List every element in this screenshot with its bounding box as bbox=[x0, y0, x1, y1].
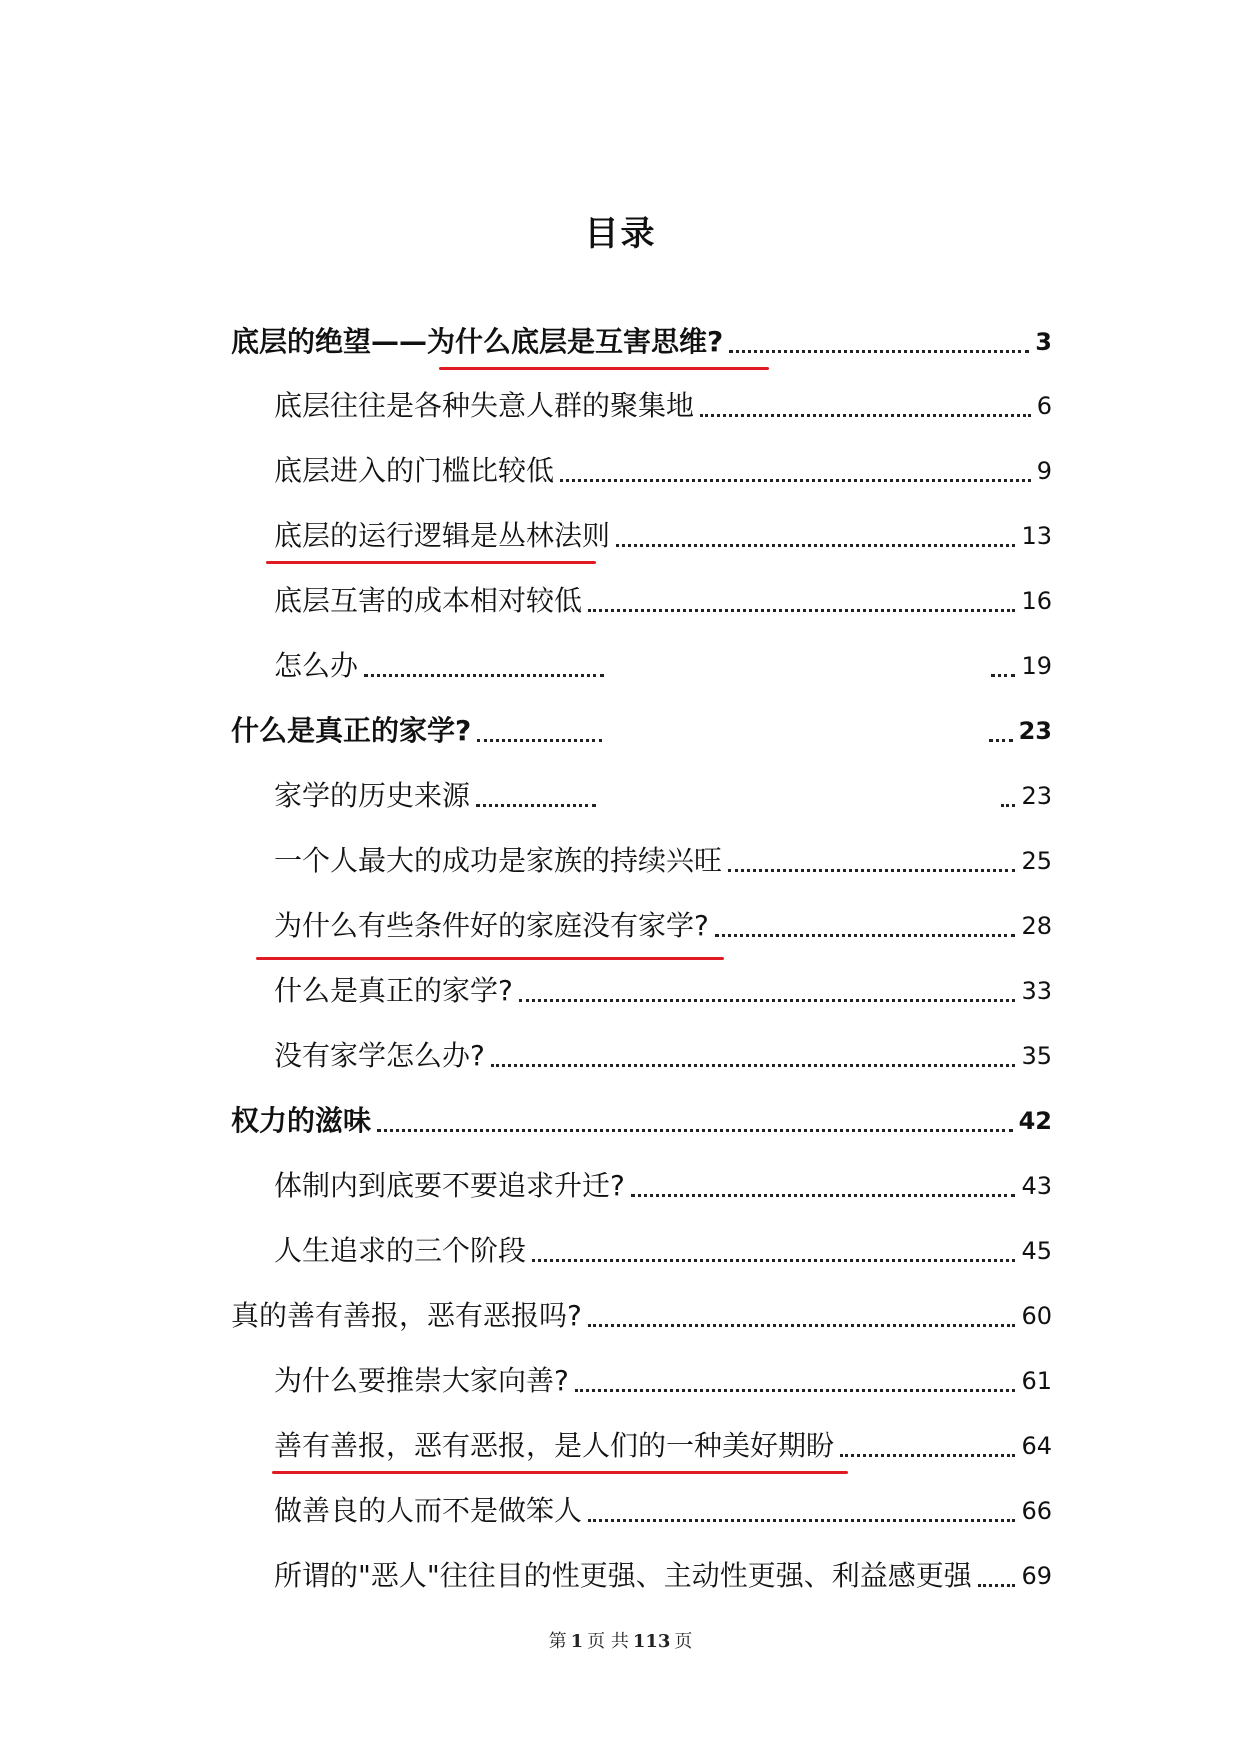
dot-leader bbox=[476, 804, 1015, 807]
footer-current-page: 1 bbox=[570, 1631, 584, 1652]
toc-entry-title: 什么是真正的家学? bbox=[274, 974, 513, 1007]
dot-leader bbox=[491, 1064, 1016, 1067]
toc-page-number: 64 bbox=[1021, 1432, 1052, 1460]
toc-entry-text: 底层的绝望——为什么底层是互害思维? bbox=[231, 325, 724, 358]
toc-entry-text: 底层的运行逻辑是丛林法则 bbox=[274, 519, 611, 552]
toc-entry[interactable] bbox=[231, 707, 1052, 751]
toc-page-number: 19 bbox=[1021, 652, 1052, 680]
toc-entry[interactable] bbox=[274, 1422, 1052, 1466]
dot-leader bbox=[575, 1389, 1016, 1392]
toc-entry[interactable] bbox=[274, 382, 1052, 426]
toc-page-number: 35 bbox=[1021, 1042, 1052, 1070]
dot-leader bbox=[729, 350, 1029, 353]
toc-entry-title: 做善良的人而不是做笨人 bbox=[274, 1494, 583, 1527]
dot-leader bbox=[588, 1324, 1016, 1327]
toc-page-number: 42 bbox=[1018, 1107, 1052, 1135]
toc-page-number: 23 bbox=[1021, 782, 1052, 810]
page-title: 目录 bbox=[584, 214, 657, 254]
red-underline-annotation bbox=[266, 561, 596, 564]
toc-entry-title bbox=[274, 1426, 834, 1466]
toc-entry-title bbox=[274, 906, 709, 946]
toc-entry-text: 为什么有些条件好的家庭没有家学? bbox=[274, 909, 709, 942]
toc-entry-title: 什么是真正的家学? bbox=[231, 714, 472, 747]
toc-entry-text: 善有善报，恶有恶报，是人们的一种美好期盼 bbox=[274, 1429, 835, 1462]
toc-entry-title: 家学的历史来源 bbox=[274, 779, 471, 812]
toc-page-number: 9 bbox=[1036, 457, 1052, 485]
toc-page-number: 16 bbox=[1021, 587, 1052, 615]
dot-leader bbox=[588, 1519, 1015, 1522]
dot-leader bbox=[631, 1194, 1016, 1197]
toc-page-number: 43 bbox=[1021, 1172, 1052, 1200]
toc-page-number: 33 bbox=[1021, 977, 1052, 1005]
toc-entry-title: 所谓的"恶人"往往目的性更强、主动性更强、利益感更强 bbox=[274, 1559, 972, 1592]
toc-entry[interactable] bbox=[274, 967, 1052, 1011]
toc-page-number: 60 bbox=[1021, 1302, 1052, 1330]
red-underline-annotation bbox=[272, 1471, 848, 1474]
footer-suffix: 页 bbox=[674, 1631, 693, 1652]
toc-entry[interactable] bbox=[274, 512, 1052, 556]
toc-entry-title: 权力的滋味 bbox=[231, 1104, 372, 1137]
toc-entry-title: 一个人最大的成功是家族的持续兴旺 bbox=[274, 844, 723, 877]
toc-page-number: 23 bbox=[1018, 717, 1052, 745]
dot-leader bbox=[519, 999, 1016, 1002]
dot-leader bbox=[588, 609, 1015, 612]
footer-prefix: 第 bbox=[548, 1631, 567, 1652]
footer-mid: 页 共 bbox=[587, 1631, 629, 1652]
toc-entry[interactable] bbox=[274, 902, 1052, 946]
toc-entry-title: 真的善有善报，恶有恶报吗? bbox=[231, 1299, 582, 1332]
toc-entry-title: 人生追求的三个阶段 bbox=[274, 1234, 527, 1267]
toc-entry-title: 为什么要推崇大家向善? bbox=[274, 1364, 569, 1397]
toc-page-number: 3 bbox=[1035, 328, 1052, 356]
toc-entry-title bbox=[231, 322, 723, 362]
dot-leader bbox=[978, 1584, 1016, 1587]
dot-leader bbox=[616, 544, 1015, 547]
dot-leader bbox=[477, 739, 1012, 742]
toc-entry-title: 底层进入的门槛比较低 bbox=[274, 454, 555, 487]
page-footer bbox=[0, 1627, 1241, 1653]
dot-leader bbox=[700, 414, 1031, 417]
toc-entry[interactable] bbox=[274, 1227, 1052, 1271]
toc-entry-title: 底层互害的成本相对较低 bbox=[274, 584, 583, 617]
toc-entry[interactable] bbox=[274, 642, 1052, 686]
dot-leader bbox=[532, 1259, 1015, 1262]
toc-entry[interactable] bbox=[274, 772, 1052, 816]
red-underline-annotation bbox=[439, 367, 769, 370]
toc-entry[interactable] bbox=[231, 1097, 1052, 1141]
toc-entry[interactable] bbox=[274, 837, 1052, 881]
toc-entry-title bbox=[274, 516, 610, 556]
toc-entry[interactable] bbox=[274, 1487, 1052, 1531]
footer-total-pages: 113 bbox=[632, 1631, 671, 1652]
toc-entry[interactable] bbox=[274, 1357, 1052, 1401]
toc-page-number: 25 bbox=[1021, 847, 1052, 875]
toc-page-number: 66 bbox=[1021, 1497, 1052, 1525]
toc-page-number: 61 bbox=[1021, 1367, 1052, 1395]
dot-leader bbox=[560, 479, 1031, 482]
toc-entry[interactable] bbox=[274, 1162, 1052, 1206]
toc-entry-title: 底层往往是各种失意人群的聚集地 bbox=[274, 389, 695, 422]
toc-entry-title: 没有家学怎么办? bbox=[274, 1039, 485, 1072]
toc-entry[interactable] bbox=[231, 1292, 1052, 1336]
dot-leader bbox=[364, 674, 1015, 677]
toc-page-number: 69 bbox=[1021, 1562, 1052, 1590]
red-underline-annotation bbox=[256, 957, 724, 960]
toc-page-number: 6 bbox=[1036, 392, 1052, 420]
toc-entry[interactable] bbox=[231, 318, 1052, 362]
dot-leader bbox=[377, 1129, 1013, 1132]
toc-entry[interactable] bbox=[274, 577, 1052, 621]
toc-page-number: 28 bbox=[1021, 912, 1052, 940]
toc-page-number: 13 bbox=[1021, 522, 1052, 550]
toc-entry[interactable] bbox=[274, 1032, 1052, 1076]
toc-entry-title: 怎么办 bbox=[274, 649, 359, 682]
toc-entry-title: 体制内到底要不要追求升迁? bbox=[274, 1169, 625, 1202]
toc-entry[interactable] bbox=[274, 1552, 1052, 1596]
dot-leader bbox=[715, 934, 1016, 937]
dot-leader bbox=[728, 869, 1015, 872]
dot-leader bbox=[840, 1454, 1015, 1457]
toc-page-number: 45 bbox=[1021, 1237, 1052, 1265]
toc-entry[interactable] bbox=[274, 447, 1052, 491]
